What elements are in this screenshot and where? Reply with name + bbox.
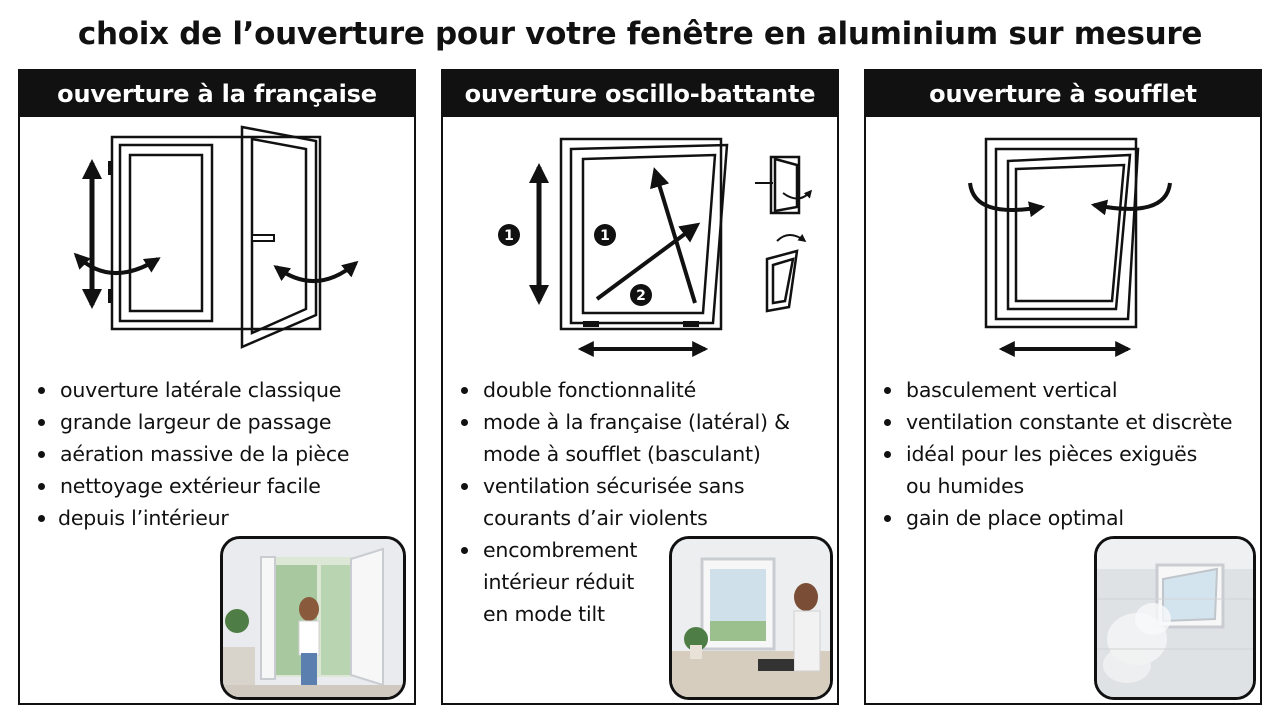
list-item: mode à la française (latéral) & — [443, 406, 837, 438]
card-hopper-opening — [864, 69, 1262, 705]
list-item: aération massive de la pièce — [20, 438, 414, 470]
list-item: encombrement — [443, 534, 837, 566]
list-item: idéal pour les pièces exiguës — [866, 438, 1260, 470]
list-item: basculement vertical — [866, 374, 1260, 406]
page-title: choix de l’ouverture pour votre fenêtre en aluminium sur mesure — [77, 16, 1203, 52]
card-casement-opening — [18, 69, 416, 705]
tilt-mode-icon — [767, 235, 805, 311]
list-item: double fonctionnalité — [443, 374, 837, 406]
step-label: 1 — [504, 228, 514, 244]
list-item: depuis l’intérieur — [20, 502, 414, 534]
bullet-list — [20, 374, 414, 534]
step-label: 2 — [636, 288, 646, 304]
list-item-continuation: en mode tilt — [483, 602, 605, 626]
card-header: ouverture à soufflet — [866, 71, 1260, 117]
card-header: ouverture à la française — [20, 71, 414, 117]
list-item: ouverture latérale classique — [20, 374, 414, 406]
list-item: ventilation constante et discrète — [866, 406, 1260, 438]
step-label: 1 — [600, 228, 610, 244]
card-tilt-turn-opening — [441, 69, 839, 705]
list-item-continuation: intérieur réduit — [483, 570, 635, 594]
list-item: ventilation sécurisée sans — [443, 470, 837, 502]
list-item: grande largeur de passage — [20, 406, 414, 438]
photo-woman-opening-window — [220, 536, 406, 700]
list-item-continuation: mode à soufflet (basculant) — [483, 442, 761, 466]
turn-mode-icon — [755, 157, 811, 213]
list-item: gain de place optimal — [866, 502, 1260, 534]
list-item-continuation: courants d’air violents — [483, 506, 708, 530]
card-header: ouverture oscillo-battante — [443, 71, 837, 117]
bullet-list — [866, 374, 1260, 534]
list-item-continuation: ou humides — [906, 474, 1025, 498]
list-item: nettoyage extérieur facile — [20, 470, 414, 502]
photo-bathroom-tilted-window — [1094, 536, 1256, 700]
photo-man-kitchen-window — [669, 536, 833, 700]
